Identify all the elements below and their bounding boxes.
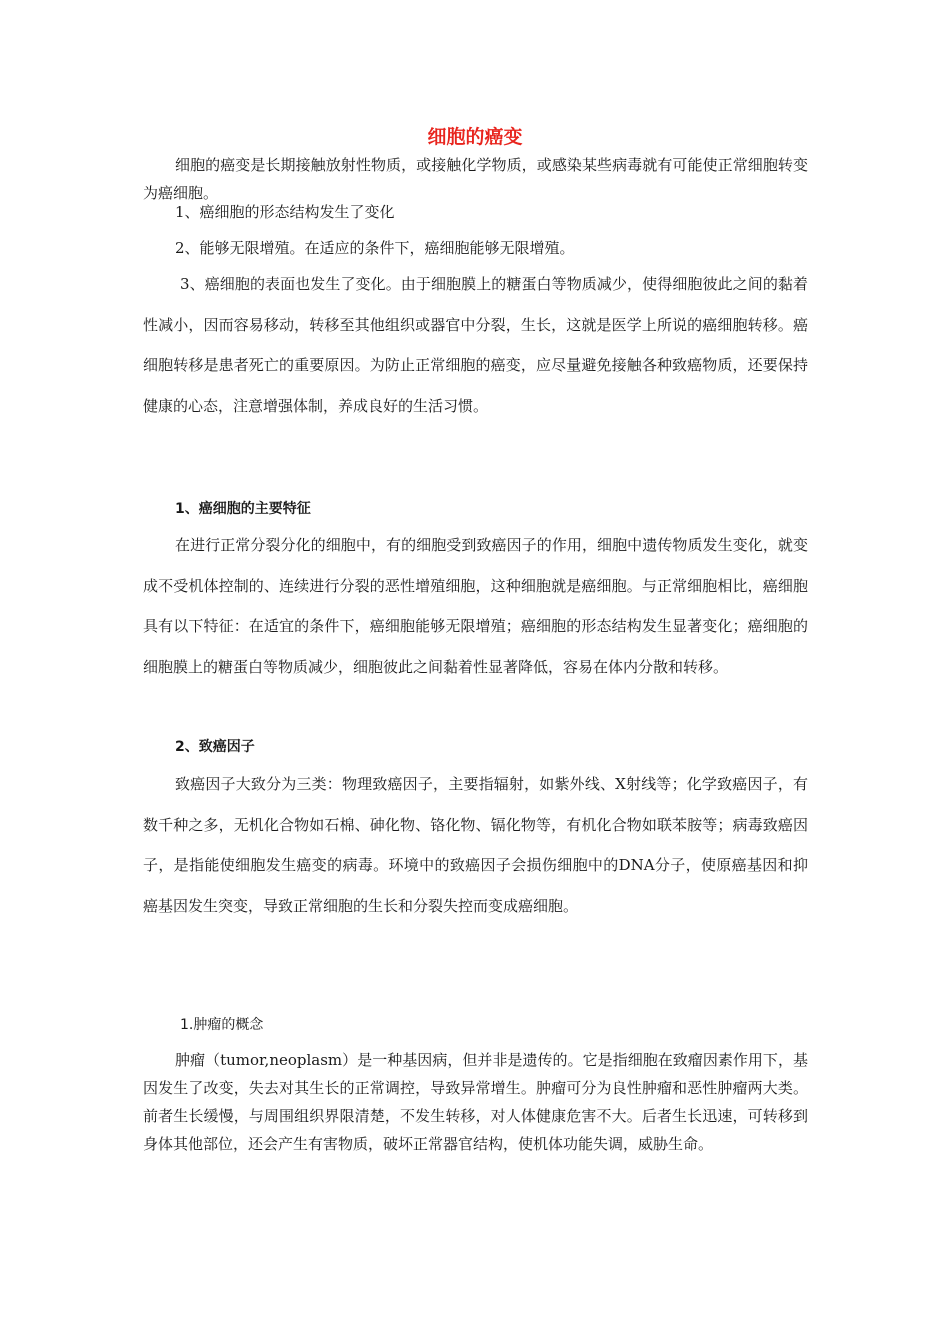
section-heading-features: 1、癌细胞的主要特征 xyxy=(175,501,311,517)
section-heading-tumor: 1.肿瘤的概念 xyxy=(180,1017,264,1033)
section-heading-carcinogens: 2、致癌因子 xyxy=(175,739,255,755)
intro-paragraph: 细胞的癌变是长期接触放射性物质，或接触化学物质，或感染某些病毒就有可能使正常细胞转变为癌细胞。 xyxy=(143,156,808,202)
section-body-features: 在进行正常分裂分化的细胞中，有的细胞受到致癌因子的作用，细胞中遗传物质发生变化，就变成不受机体控制的、连续进行分裂的恶性增殖细胞，这种细胞就是癌细胞。与正常细胞相比，癌细胞具有以下特征：在适宜的条件下，癌细胞能够无限增殖；癌细胞的形态结构发生显著变化；癌细胞的细胞膜上的糖蛋白等物质减少，细胞彼此之间黏着性显著降低，容易在体内分散和转移。 xyxy=(143,536,808,676)
document-title: 细胞的癌变 xyxy=(427,126,523,148)
section-body-tumor: 肿瘤（tumor,neoplasm）是一种基因病，但并非是遗传的。它是指细胞在致瘤因素作用下，基因发生了改变，失去对其生长的正常调控，导致异常增生。肿瘤可分为良性肿瘤和恶性肿瘤两大类。前者生长缓慢，与周围组织界限清楚，不发生转移，对人体健康危害不大。后者生长迅速，可转移到身体其他部位，还会产生有害物质，破坏正常器官结构，使机体功能失调，威胁生命。 xyxy=(143,1051,808,1153)
point-1: 1、癌细胞的形态结构发生了变化 xyxy=(175,203,395,221)
point-3: 3、癌细胞的表面也发生了变化。由于细胞膜上的糖蛋白等物质减少，使得细胞彼此之间的黏着性减小，因而容易移动，转移至其他组织或器官中分裂，生长，这就是医学上所说的癌细胞转移。癌细胞转移是患者死亡的重要原因。为防止正常细胞的癌变，应尽量避免接触各种致癌物质，还要保持健康的心态，注意增强体制，养成良好的生活习惯。 xyxy=(143,275,808,415)
section-body-carcinogens: 致癌因子大致分为三类：物理致癌因子，主要指辐射，如紫外线、X射线等；化学致癌因子，有数千种之多，无机化合物如石棉、砷化物、铬化物、镉化物等，有机化合物如联苯胺等；病毒致癌因子，是指能使细胞发生癌变的病毒。环境中的致癌因子会损伤细胞中的DNA分子，使原癌基因和抑癌基因发生突变，导致正常细胞的生长和分裂失控而变成癌细胞。 xyxy=(143,775,808,915)
point-2: 2、能够无限增殖。在适应的条件下，癌细胞能够无限增殖。 xyxy=(175,239,575,257)
